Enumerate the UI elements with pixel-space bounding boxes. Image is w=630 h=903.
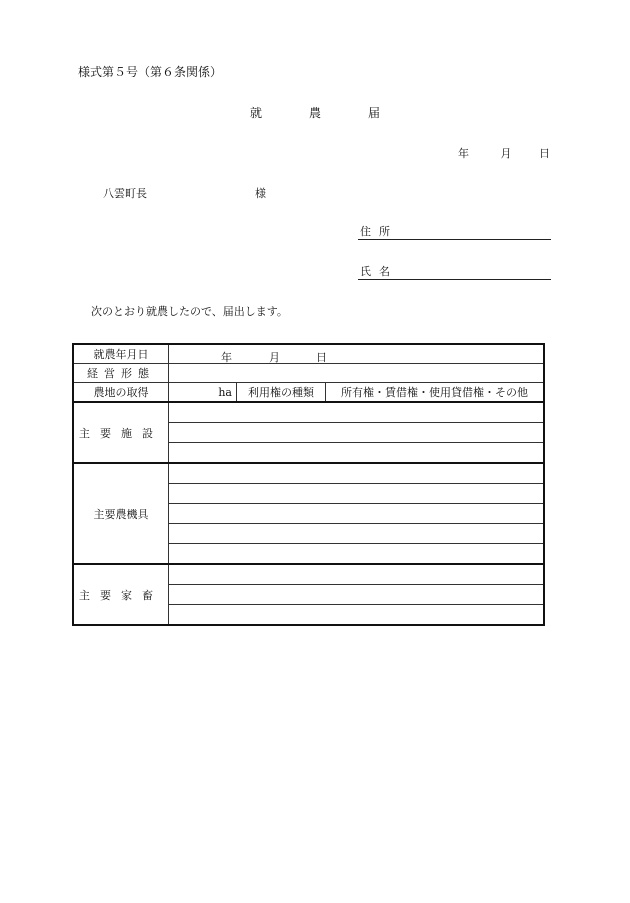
management-label: 経営形態 [73,364,169,383]
land-unit: ha [218,385,232,399]
title-char-1: 就 [250,106,263,120]
address-field[interactable] [358,225,551,240]
date-year-label: 年 [458,147,469,160]
land-area-field[interactable] [169,383,237,401]
facilities-field-3[interactable] [169,443,545,464]
start-date-month: 月 [269,351,280,364]
start-date-row [73,344,544,364]
machinery-field-1[interactable] [169,463,545,484]
submission-date [458,148,550,159]
date-day-label: 日 [539,147,550,160]
name-field[interactable] [358,265,551,280]
right-type-label: 利用権の種類 [237,383,326,401]
livestock-label: 主要家畜 [73,564,169,625]
livestock-row-1 [73,564,544,585]
machinery-field-4[interactable] [169,524,545,544]
land-field [169,383,545,403]
machinery-field-3[interactable] [169,504,545,524]
name-label: 氏名 [360,265,398,278]
facilities-field-2[interactable] [169,423,545,443]
notice-text: 次のとおり就農したので、届出します。 [91,305,288,318]
start-date-field[interactable] [169,344,545,364]
honorific: 様 [255,187,266,200]
machinery-label: 主要農機具 [73,463,169,564]
start-date-year: 年 [221,351,232,364]
title-char-2: 農 [309,106,322,120]
management-row [73,364,544,383]
machinery-field-2[interactable] [169,484,545,504]
management-field[interactable] [169,364,545,383]
form-number: 様式第５号（第６条関係） [78,65,223,79]
facilities-label: 主要施設 [73,402,169,463]
livestock-field-3[interactable] [169,605,545,626]
start-date-day: 日 [316,351,327,364]
machinery-field-5[interactable] [169,544,545,565]
facilities-row-1 [73,402,544,423]
farming-start-table [72,343,545,626]
title-char-3: 届 [368,106,381,120]
right-type-options[interactable]: 所有権・賃借権・使用貸借権・その他 [341,386,528,399]
start-date-label: 就農年月日 [73,344,169,364]
livestock-field-1[interactable] [169,564,545,585]
land-row [73,383,544,403]
date-month-label: 月 [500,147,512,160]
address-label: 住所 [360,225,398,238]
addressee: 八雲町長 [103,187,147,200]
machinery-row-1 [73,463,544,484]
land-label: 農地の取得 [73,383,169,403]
facilities-field-1[interactable] [169,402,545,423]
livestock-field-2[interactable] [169,585,545,605]
